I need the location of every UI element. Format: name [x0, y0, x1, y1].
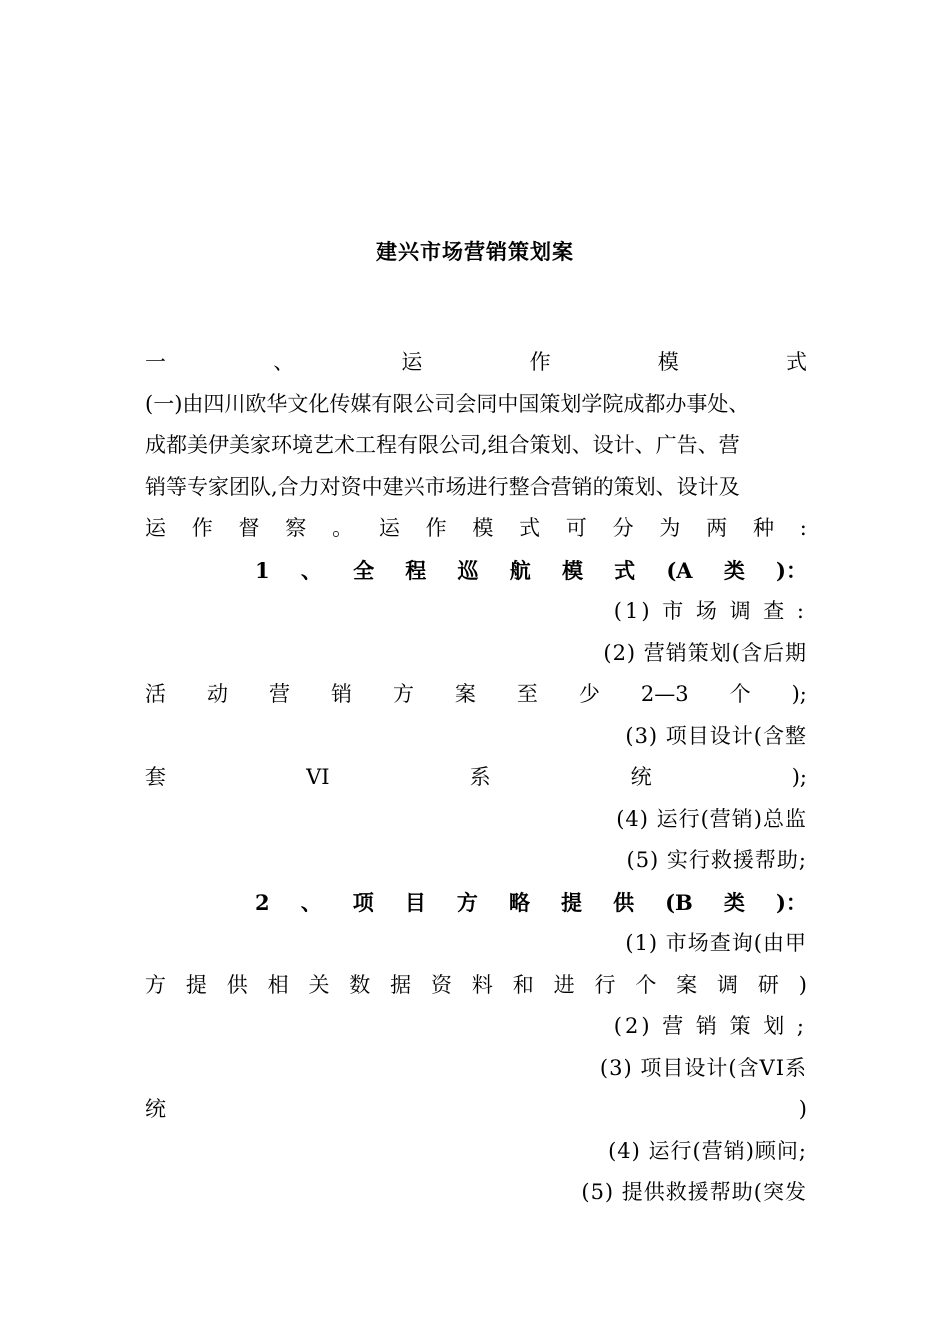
text-token: 作	[529, 350, 551, 374]
text-line	[145, 1089, 807, 1131]
text-token: 。	[332, 516, 354, 540]
text-token: 运	[401, 350, 423, 374]
text-line: (2) 营 销 策 划 ;	[613, 1014, 807, 1038]
text-token: 察	[285, 516, 307, 540]
text-token: 2	[255, 889, 270, 915]
text-token: 研	[757, 972, 779, 997]
document-body	[145, 342, 807, 1214]
text-token: 行	[594, 972, 616, 997]
text-line: (3) 项目设计(含VI系	[599, 1055, 807, 1080]
text-token: 类	[723, 557, 745, 583]
text-line	[145, 965, 807, 1007]
text-token: 活	[145, 682, 166, 706]
text-token: 式	[785, 350, 807, 374]
text-token: 调	[717, 972, 739, 997]
text-token: 两	[706, 516, 728, 540]
text-token: 案	[676, 972, 698, 997]
text-token: 作	[425, 516, 447, 540]
text-token: 可	[565, 516, 587, 540]
text-token: 督	[238, 516, 260, 540]
text-token: 和	[512, 972, 534, 997]
text-token: 少	[578, 682, 600, 706]
text-token: )：	[775, 889, 807, 915]
text-token: 分	[612, 516, 634, 540]
text-token: 据	[390, 972, 412, 997]
text-token: 式	[519, 516, 541, 540]
text-line	[145, 550, 807, 592]
text-token: 运	[145, 516, 166, 540]
text-line: (3) 项目设计(含整	[625, 723, 807, 748]
text-token: 供	[613, 889, 635, 915]
text-token: 模	[657, 350, 679, 374]
text-token: 项	[352, 889, 374, 915]
text-token: 个	[729, 682, 751, 706]
text-line: (5) 提供救援帮助(突发	[581, 1180, 807, 1204]
text-line	[145, 674, 807, 716]
text-token: 提	[561, 889, 582, 915]
text-line: (2) 营销策划(含后期	[603, 640, 807, 665]
text-token: 一	[145, 350, 166, 374]
text-token: )	[798, 972, 807, 997]
text-token: 营	[268, 682, 290, 706]
text-token: 模	[472, 516, 494, 540]
text-token: 供	[226, 972, 248, 997]
text-token: 程	[405, 557, 427, 583]
text-token: (A	[666, 557, 693, 583]
text-token: 料	[471, 972, 493, 997]
text-token: 提	[185, 972, 207, 997]
text-token: 案	[454, 682, 476, 706]
text-token: 至	[516, 682, 538, 706]
text-line: (一)由四川欧华文化传媒有限公司会同中国策划学院成都办事处、	[145, 391, 750, 416]
text-token: 进	[553, 972, 575, 997]
text-token: 模	[561, 557, 583, 583]
text-token: 、	[300, 557, 322, 583]
text-line	[145, 342, 807, 384]
text-token: 数	[349, 972, 371, 997]
text-token: 航	[509, 557, 531, 583]
text-token: 方	[145, 972, 166, 997]
text-token: 销	[330, 682, 352, 706]
text-token: 系	[469, 765, 491, 789]
text-token: 套	[145, 765, 166, 789]
text-token: 略	[508, 889, 530, 915]
text-line	[145, 757, 807, 799]
text-token: 为	[659, 516, 681, 540]
text-token: 目	[404, 889, 426, 915]
text-line: (4) 运行(营销)顾问;	[608, 1138, 807, 1163]
text-token: 全	[353, 557, 375, 583]
text-token: 个	[635, 972, 657, 997]
text-line	[145, 882, 807, 924]
text-token: 方	[456, 889, 478, 915]
text-token: )：	[776, 557, 807, 583]
text-line: (4) 运行(营销)总监	[616, 806, 807, 831]
text-token: 作	[191, 516, 213, 540]
text-token: 巡	[457, 557, 479, 583]
text-token: 运	[378, 516, 400, 540]
text-line: (1) 市 场 调 查 :	[613, 599, 807, 623]
text-token: 类	[723, 889, 745, 915]
text-token: 关	[308, 972, 330, 997]
text-line: 成都美伊美家环境艺术工程有限公司,组合策划、设计、广告、营	[145, 433, 740, 457]
text-token: 统	[630, 765, 652, 789]
text-line	[145, 508, 807, 550]
text-token: 式	[614, 557, 636, 583]
text-token: 动	[206, 682, 228, 706]
text-token: )	[798, 1097, 807, 1121]
text-token: 1	[255, 557, 270, 583]
text-token: 统	[145, 1097, 166, 1121]
text-line: (1) 市场查询(由甲	[625, 931, 807, 955]
text-token: :	[799, 516, 807, 540]
text-token: 相	[267, 972, 289, 997]
text-line: (5) 实行救援帮助;	[626, 848, 807, 872]
text-token: );	[791, 765, 807, 789]
text-token: 2—3	[640, 682, 689, 706]
document-title: 建兴市场营销策划案	[376, 239, 574, 264]
text-token: 资	[431, 972, 453, 997]
text-token: 、	[273, 350, 295, 374]
text-line: 销等专家团队,合力对资中建兴市场进行整合营销的策划、设计及	[145, 474, 740, 499]
text-token: VI	[306, 765, 330, 789]
text-token: 方	[392, 682, 414, 706]
text-token: 、	[300, 889, 322, 915]
text-token: (B	[665, 889, 693, 915]
text-token: );	[791, 682, 807, 706]
text-token: 种	[752, 516, 774, 540]
